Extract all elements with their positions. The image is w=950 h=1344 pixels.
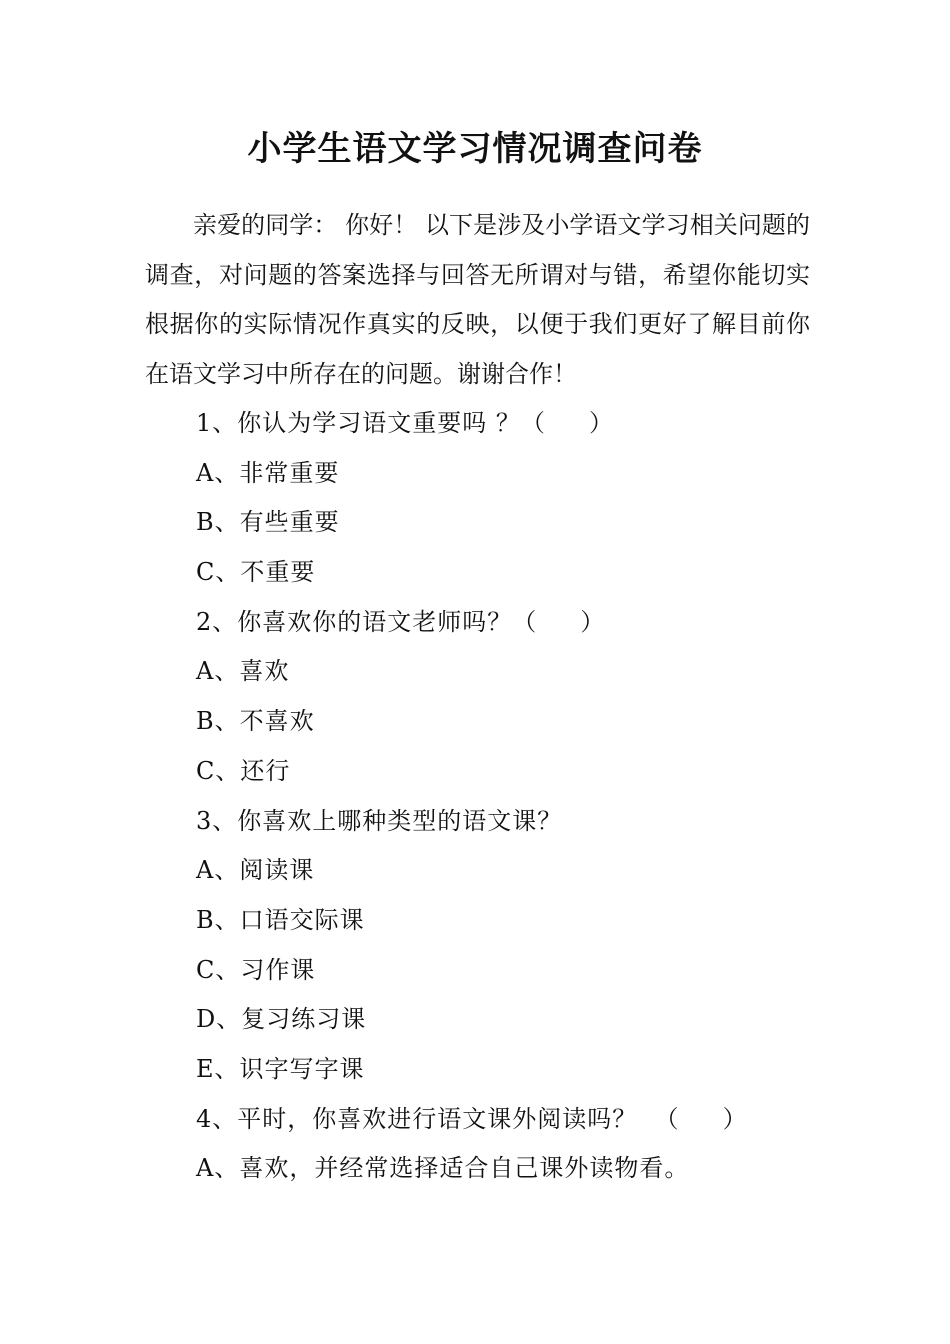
- question-4: 4、平时，你喜欢进行语文课外阅读吗？ （ ）: [196, 1104, 748, 1133]
- document-title: 小学生语文学习情况调查问卷: [247, 129, 703, 169]
- question-2-option-c: C、还行: [196, 756, 291, 785]
- question-1-option-a: A、非常重要: [196, 458, 340, 487]
- question-list: [196, 399, 816, 1194]
- question-3: 3、你喜欢上哪种类型的语文课？: [196, 806, 563, 835]
- intro-paragraph: 亲爱的同学： 你好！ 以下是涉及小学语文学习相关问题的调查，对问题的答案选择与回答无所谓对与错，希望你能切实根据你的实际情况作真实的反映，以便于我们更好了解目前你在语文学习中所存在的问题。谢谢合作！: [145, 211, 810, 388]
- question-3-option-a: A、阅读课: [196, 856, 315, 885]
- question-2: 2、你喜欢你的语文老师吗？（ ）: [196, 607, 606, 636]
- question-1-option-c: C、不重要: [196, 558, 316, 587]
- question-4-option-a: A、喜欢，并经常选择适合自己课外读物看。: [196, 1154, 690, 1183]
- question-3-option-d: D、复习练习课: [196, 1005, 367, 1034]
- question-3-option-b: B、口语交际课: [196, 905, 365, 934]
- question-2-option-b: B、不喜欢: [196, 707, 315, 736]
- question-3-option-e: E、识字写字课: [196, 1054, 365, 1083]
- question-1: 1、你认为学习语文重要吗 ？（ ）: [196, 409, 615, 437]
- question-3-option-c: C、习作课: [196, 955, 316, 984]
- question-2-option-a: A、喜欢: [196, 657, 290, 686]
- question-1-option-b: B、有些重要: [196, 508, 340, 537]
